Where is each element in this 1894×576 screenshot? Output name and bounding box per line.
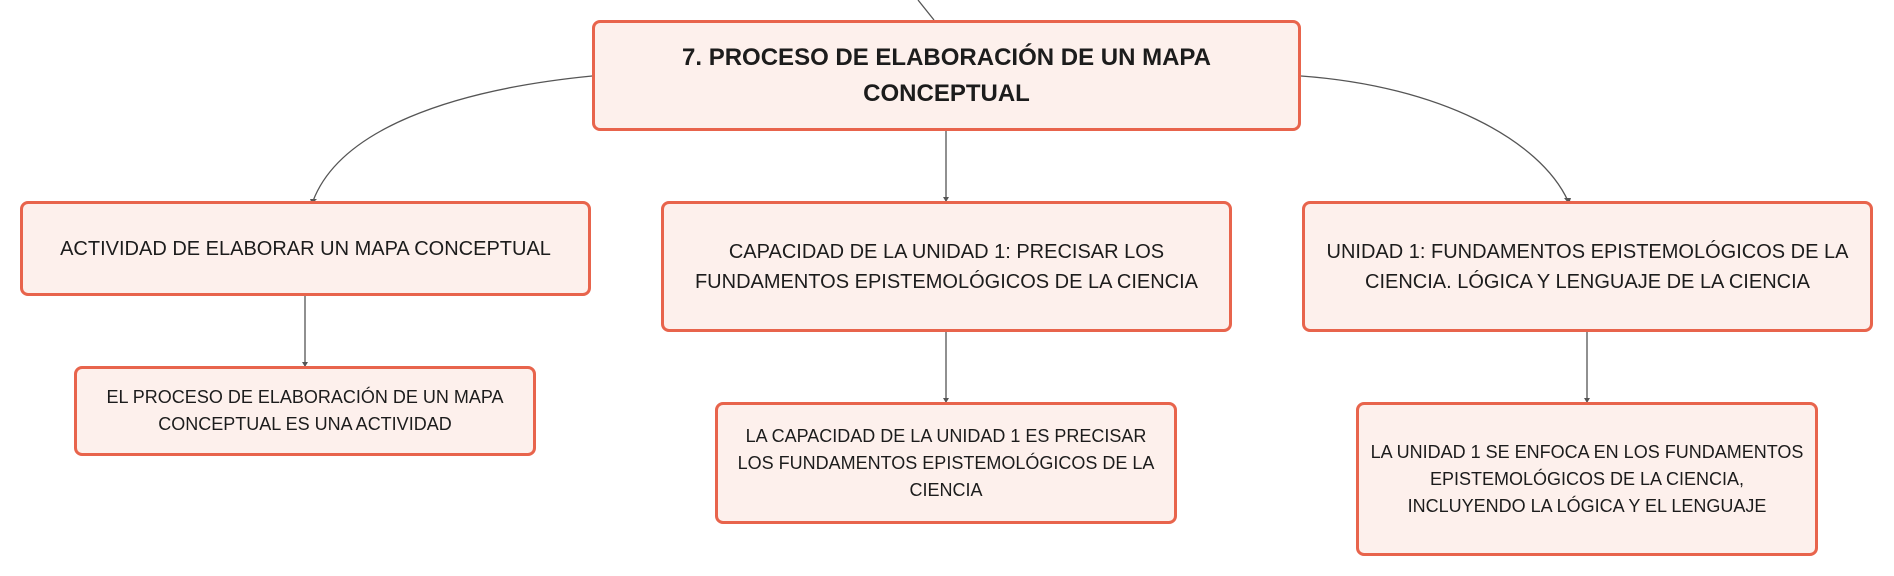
- connector-root-to-branch-1: [313, 76, 592, 201]
- branch-node-2[interactable]: [661, 201, 1232, 332]
- detail-node-1-label: EL PROCESO DE ELABORACIÓN DE UN MAPA CONCEPTUAL ES UNA ACTIVIDAD: [106, 387, 504, 434]
- branch-node-3-label: UNIDAD 1: FUNDAMENTOS EPISTEMOLÓGICOS DE LA CIENCIA. LÓGICA Y LENGUAJE DE LA CIENCIA: [1326, 240, 1849, 293]
- branch-node-3[interactable]: [1302, 201, 1873, 332]
- detail-node-1[interactable]: [74, 366, 536, 456]
- root-node[interactable]: [592, 20, 1301, 131]
- root-node-label: 7. PROCESO DE ELABORACIÓN DE UN MAPA CONCEPTUAL: [682, 43, 1211, 107]
- connector-root-to-branch-3: [1301, 76, 1568, 201]
- detail-node-3[interactable]: [1356, 402, 1818, 556]
- detail-node-2[interactable]: [715, 402, 1177, 524]
- detail-node-3-label: LA UNIDAD 1 SE ENFOCA EN LOS FUNDAMENTOS EPISTEMOLÓGICOS DE LA CIENCIA, INCLUYENDO LA LÓGICA Y EL LENGUAJE: [1370, 441, 1804, 516]
- branch-node-2-label: CAPACIDAD DE LA UNIDAD 1: PRECISAR LOS FUNDAMENTOS EPISTEMOLÓGICOS DE LA CIENCIA: [694, 240, 1199, 293]
- connector-parent-to-root: [918, 0, 934, 20]
- branch-node-1[interactable]: [20, 201, 591, 296]
- branch-node-1-label: ACTIVIDAD DE ELABORAR UN MAPA CONCEPTUAL: [60, 237, 551, 260]
- detail-node-2-label: LA CAPACIDAD DE LA UNIDAD 1 ES PRECISAR LOS FUNDAMENTOS EPISTEMOLÓGICOS DE LA CIENCIA: [737, 425, 1155, 500]
